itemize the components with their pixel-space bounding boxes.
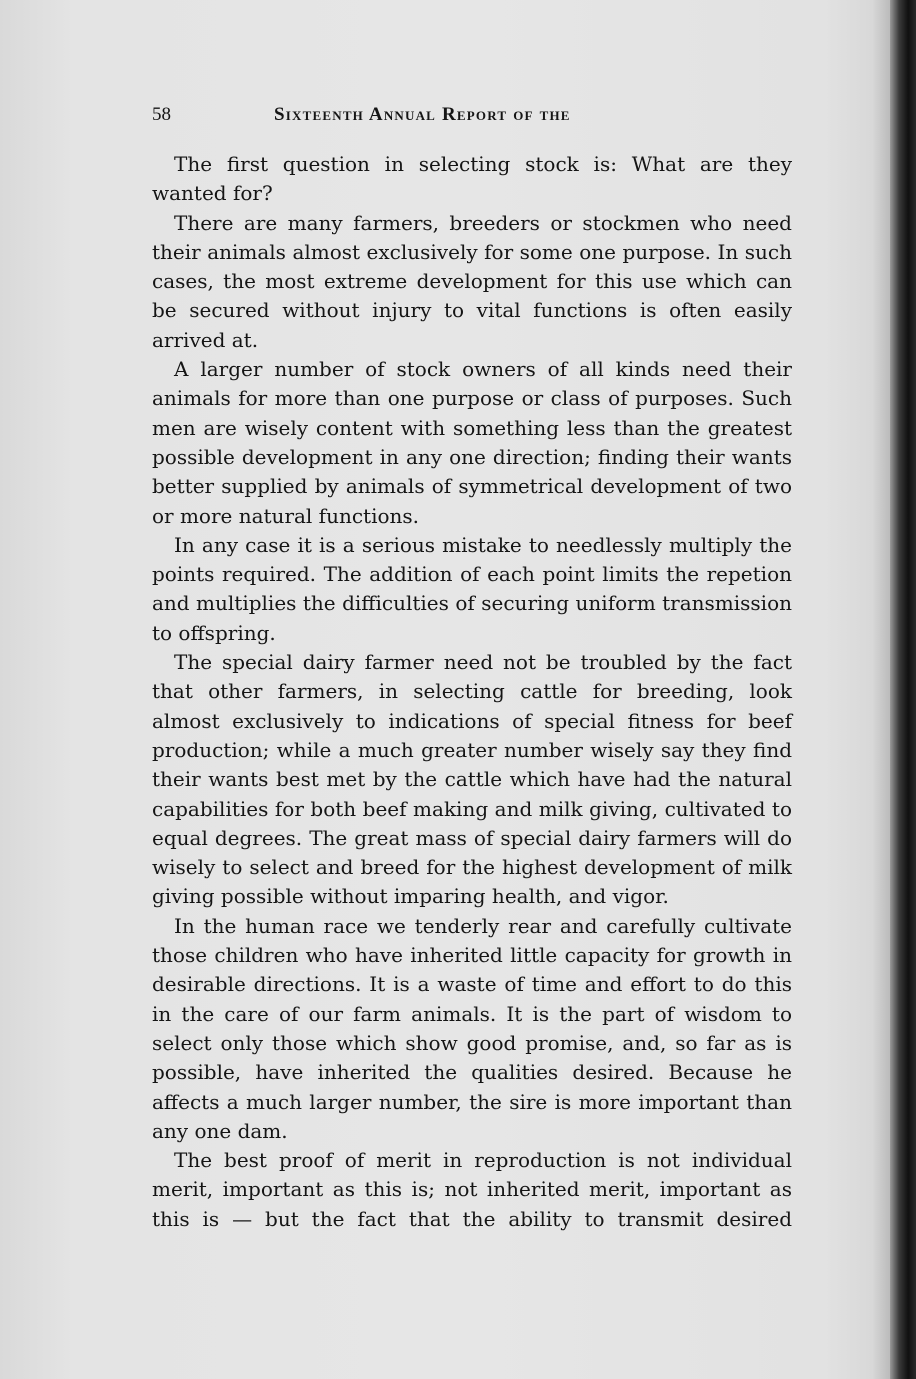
paragraph-4: In any case it is a serious mistake to needlessly multiply the points required. The addition of each point limits the repetion and multiplies the difficulties of securing uniform transmission to offspring.	[152, 532, 792, 645]
body-text	[152, 150, 792, 1234]
running-title: Sixteenth Annual Report of the	[274, 104, 571, 125]
paragraph-1: The first question in selecting stock is: What are they wanted for?	[152, 152, 792, 206]
page-number: 58	[152, 104, 171, 125]
paragraph-6: In the human race we tenderly rear and carefully cultivate those children who have inherited little capacity for growth in desirable directions. It is a waste of time and effort to do this in the care of our farm animals. It is the part of wisdom to select only those which show good promise, and, so far as is possible, have inherited the qualities desired. Because he affects a much larger number, the sire is more important than any one dam.	[152, 913, 792, 1143]
running-head	[152, 104, 672, 132]
paragraph-7: The best proof of merit in reproduction is not individual merit, important as this is; not inherited merit, important as this is — but the fact that the ability to transmit desired	[152, 1148, 792, 1231]
book-binding-edge	[890, 0, 916, 1379]
paragraph-2: There are many farmers, breeders or stockmen who need their animals almost exclusively for some one purpose. In such cases, the most extreme development for this use which can be secured without injury to vital functions is often easily arrived at.	[152, 210, 792, 352]
paragraph-3: A larger number of stock owners of all kinds need their animals for more than one purpose or class of purposes. Such men are wisely content with something less than the greatest possible development in any one direction; finding their wants better supplied by animals of symmetrical development of two or more natural functions.	[152, 357, 792, 528]
paragraph-5: The special dairy farmer need not be troubled by the fact that other farmers, in selecting cattle for breeding, look almost exclusively to indications of special fitness for beef production; while a much greater number wisely say they find their wants best met by the cattle which have had the natural capabilities for both beef making and milk giving, cultivated to equal degrees. The great mass of special dairy farmers will do wisely to select and breed for the highest development of milk giving possible without imparing health, and vigor.	[152, 650, 792, 909]
binding-shadow	[872, 0, 890, 1379]
